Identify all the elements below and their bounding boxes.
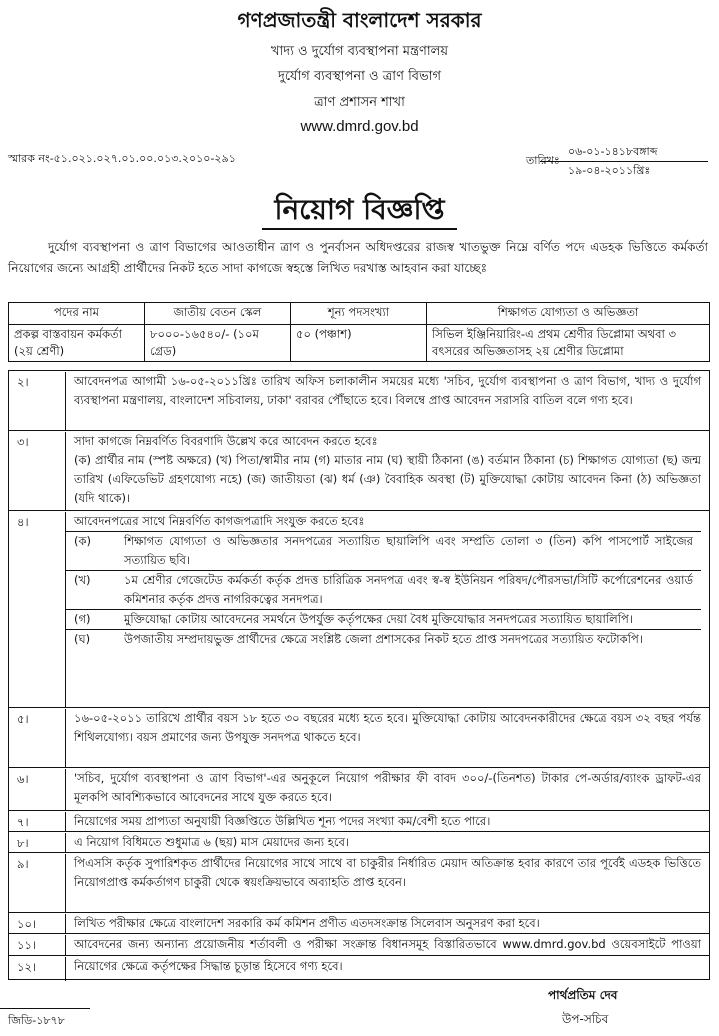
item-body	[65, 512, 701, 708]
date-gregorian: ১৯-০৪-২০১১খ্রিঃ	[568, 164, 651, 177]
notice-title: নিয়োগ বিজ্ঞপ্তি	[274, 193, 445, 226]
list-item	[9, 811, 709, 832]
signatory-designation: উপ-সচিব	[562, 1012, 609, 1026]
item-number: ১২।	[17, 960, 37, 974]
date-label: তারিখঃ	[526, 154, 560, 167]
item-number: ৭।	[17, 815, 29, 829]
item-text: এ নিয়োগ বিধিমতে শুধুমাত্র ৬ (ছয়) মাস মেয়াদের জন্য হবে।	[65, 833, 701, 853]
government-title: গণপ্রজাতন্ত্রী বাংলাদেশ সরকার	[237, 8, 482, 32]
item-number: ১০।	[17, 917, 37, 931]
item-body	[65, 432, 701, 511]
item-text: আবেদনপত্র আগামী ১৬-০৫-২০১১খ্রিঃ তারিখ অফিস চলাকালীন সময়ের মধ্যে 'সচিব, দুর্যোগ ব্যবস্থাপনা ও ত্রাণ বিভাগ, খাদ্য ও দুর্যোগ ব্যবস্থাপনা মন্ত্রণালয়, বাংলাদেশ সচিবালয়, ঢাকা' বরাবর পৌঁছাতে হবে। বিলম্বে প্রাপ্ত আবেদন সরাসরি বাতিল বলে গণ্য হবে।	[65, 372, 701, 431]
item-number: ২।	[17, 375, 29, 389]
table-header: শূন্য পদসংখ্যা	[291, 303, 427, 325]
item-number: ৯।	[17, 857, 29, 871]
list-item	[9, 708, 709, 768]
sub-item-label: (ক)	[74, 534, 92, 548]
ministry-name: খাদ্য ও দুর্যোগ ব্যবস্থাপনা মন্ত্রণালয়	[270, 44, 449, 59]
vacancy-count: ৫০ (পঞ্চাশ)	[291, 325, 427, 362]
list-item	[9, 768, 709, 811]
table-header: পদের নাম	[9, 303, 145, 325]
item-number: ৪।	[17, 515, 29, 529]
item-text: 'সচিব, দুর্যোগ ব্যবস্থাপনা ও ত্রাণ বিভাগ'-এর অনুকূলে নিয়োগ পরীক্ষার ফী বাবদ ৩০০/-(তিনশত) টাকার পে-অর্ডার/ব্যাংক ড্রাফট-এর মূলকপি আবশ্যিকভাবে আবেদনের সাথে যুক্ত করতে হবে।	[65, 769, 701, 811]
title-underline	[262, 228, 457, 230]
list-item	[9, 956, 709, 980]
item-number: ৩।	[17, 435, 29, 449]
table-row	[9, 325, 710, 362]
list-item	[9, 371, 709, 431]
gd-code: জিডি-১৮৭৮	[8, 1014, 65, 1027]
sub-item	[66, 570, 701, 609]
website-url[interactable]: www.dmrd.gov.bd	[300, 118, 419, 135]
list-item	[9, 853, 709, 913]
sub-item-label: (গ)	[74, 612, 91, 626]
table-header: জাতীয় বেতন স্কেল	[145, 303, 291, 325]
sub-item-text: ১ম শ্রেণীর গেজেটেড কর্মকর্তা কর্তৃক প্রদত্ত চারিত্রিক সনদপত্র এবং স্ব-স্ব ইউনিয়ন পরিষদ/পৌরসভা/সিটি কর্পোরেশনের ওয়ার্ড কমিশনার কর্তৃক প্রদত্ত নাগরিকত্বের সনদপত্র।	[124, 573, 693, 606]
footer-divider	[0, 1008, 90, 1009]
list-item	[9, 832, 709, 853]
branch-name: ত্রাণ প্রশাসন শাখা	[314, 95, 405, 110]
item-text: ১৬-০৫-২০১১ তারিখে প্রার্থীর বয়স ১৮ হতে ৩০ বছরের মধ্যে হতে হবে। মুক্তিযোদ্ধা কোটায় আবেদনকারীদের ক্ষেত্রে বয়স ৩২ বছর পর্যন্ত শিথিলযোগ্য। বয়স প্রমাণের জন্য উপযুক্ত সনদপত্র থাকতে হবে।	[65, 709, 701, 768]
qualification: সিভিল ইঞ্জিনিয়ারিং-এ প্রথম শ্রেণীর ডিপ্লোমা অথবা ৩ বৎসরের অভিজ্ঞতাসহ ২য় শ্রেণীর ডিপ্লোমা	[427, 325, 710, 362]
item-text: পিএসসি কর্তৃক সুপারিশকৃত প্রার্থীদের নিয়োগের সাথে সাথে বা চাকুরীর নির্ধারিত মেয়াদ অতিক্রান্ত হবার কারণে তার পূর্বেই এডহক ভিত্তিতে নিয়োগপ্রাপ্ত কর্মকর্তাগণ চাকুরী থেকে স্বয়ংক্রিয়ভাবে অব্যাহতি প্রাপ্ত হবেন।	[65, 854, 701, 913]
list-item	[9, 913, 709, 934]
item-text: নিয়োগের ক্ষেত্রে কর্তৃপক্ষের সিদ্ধান্ত চূড়ান্ত হিসেবে গণ্য হবে।	[65, 957, 701, 981]
conditions-list	[8, 370, 710, 980]
intro-paragraph: দুর্যোগ ব্যবস্থাপনা ও ত্রাণ বিভাগের আওতাধীন ত্রাণ ও পুনর্বাসন অধিদপ্তরের রাজস্ব খাতভুক্ত নিম্নে বর্ণিত পদে এডহক ভিত্তিতে কর্মকর্তা নিয়োগের জন্যে আগ্রহী প্রার্থীদের নিকট হতে সাদা কাগজে স্বহস্তে লিখিত দরখাস্ত আহবান করা যাচ্ছেঃ	[8, 240, 708, 275]
item-number: ১১।	[17, 938, 37, 952]
sub-item	[66, 629, 701, 649]
item-text: নিয়োগের সময় প্রাপ্যতা অনুযায়ী বিজ্ঞপ্তিতে উল্লিখিত শূন্য পদের সংখ্যা কম/বেশী হতে পারে।	[65, 812, 701, 832]
list-item	[9, 431, 709, 511]
sub-item-text: মুক্তিযোদ্ধা কোটায় আবেদনের সমর্থনে উপর্যুক্ত কর্তৃপক্ষের দেয়া বৈধ মুক্তিযোদ্ধার সনদপত্রের সত্যায়িত ছায়ালিপি।	[124, 612, 633, 626]
item-text: আবেদনের জন্য অন্যান্য প্রয়োজনীয় শর্তাবলী ও পরীক্ষা সংক্রান্ত বিধানসমূহ বিস্তারিতভাবে www.dmrd.gov.bd ওয়েবসাইটে পাওয়া	[65, 935, 701, 956]
division-name: দুর্যোগ ব্যবস্থাপনা ও ত্রাণ বিভাগ	[277, 69, 441, 84]
sub-item-text: শিক্ষাগত যোগ্যতা ও অভিজ্ঞতার সনদপত্রের সত্যায়িত ছায়ালিপি এবং সম্প্রতি তোলা ৩ (তিন) কপি পাসপোর্ট সাইজের সত্যায়িত ছবি।	[124, 534, 693, 567]
item-text: আবেদনপত্রের সাথে নিম্নবর্ণিত কাগজপত্রাদি সংযুক্ত করতে হবেঃ	[74, 514, 365, 528]
post-table	[8, 302, 710, 362]
list-item	[9, 934, 709, 956]
memo-dates	[526, 143, 708, 180]
signatory-name: পার্থপ্রতিম দেব	[548, 988, 618, 1002]
memo-reference: স্মারক নং-৫১.০২১.০২৭.০১.০০.০১৩.২০১০-২৯১	[8, 152, 236, 165]
list-item	[9, 511, 709, 708]
sub-item	[66, 609, 701, 629]
sub-item-text: উপজাতীয় সম্প্রদায়ভুক্ত প্রার্থীদের ক্ষেত্রে সংশ্লিষ্ট জেলা প্রশাসকের নিকট হতে প্রাপ্ত সনদপত্রের সত্যায়িত ফটোকপি।	[124, 632, 643, 646]
pay-scale: ৮০০০-১৬৫৪০/- (১০ম গ্রেড)	[145, 325, 291, 362]
item-text-details: (ক) প্রার্থীর নাম (স্পষ্ট অক্ষরে) (খ) পিতা/স্বামীর নাম (গ) মাতার নাম (ঘ) স্থায়ী ঠিকানা (ঙ) বর্তমান ঠিকানা (চ) শিক্ষাগত যোগ্যতা (ছ) জন্ম তারিখ (এফিডেভিট গ্রহণযোগ্য নহে) (জ) জাতীয়তা (ঝ) ধর্ম (ঞ) বৈবাহিক অবস্থা (ট) মুক্তিযোদ্ধা কোটায় আবেদন কিনা (ঠ) অভিজ্ঞতা (যদি থাকে)।	[74, 453, 701, 505]
item-text: লিখিত পরীক্ষার ক্ষেত্রে বাংলাদেশ সরকারি কর্ম কমিশন প্রণীত এতদসংক্রান্ত সিলেবাস অনুসরণ করা হবে।	[65, 914, 701, 934]
table-header: শিক্ষাগত যোগ্যতা ও অভিজ্ঞতা	[427, 303, 710, 325]
item-text: সাদা কাগজে নিম্নবর্ণিত বিবরণাদি উল্লেখ করে আবেদন করতে হবেঃ	[74, 434, 378, 448]
table-header-row	[9, 303, 710, 325]
sub-item-label: (খ)	[74, 573, 91, 587]
sub-item-label: (ঘ)	[74, 632, 91, 646]
item-number: ৮।	[17, 836, 29, 850]
date-bengali: ০৬-০১-১৪১৮বঙ্গাব্দ	[540, 143, 708, 162]
sub-item	[66, 531, 701, 570]
item-number: ৬।	[17, 772, 29, 786]
item-number: ৫।	[17, 712, 29, 726]
post-name: প্রকল্প বাস্তবায়ন কর্মকর্তা (২য় শ্রেণী)	[9, 325, 145, 362]
